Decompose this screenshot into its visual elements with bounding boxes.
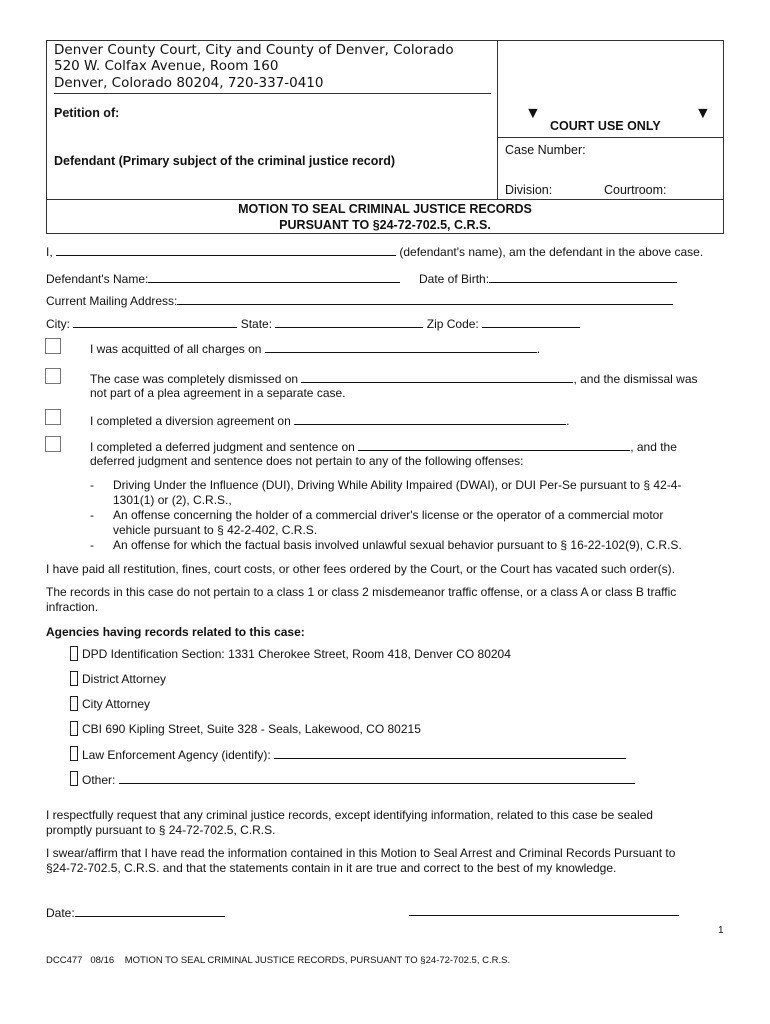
caption-box <box>46 40 724 200</box>
acquitted-checkbox[interactable] <box>45 338 61 354</box>
law-enforcement-checkbox[interactable] <box>70 746 78 761</box>
agency-other: Other: <box>82 772 635 787</box>
defendant-name-statement: I, (defendant's name), am the defendant in the above case. <box>46 245 704 259</box>
offense-commercial-line2: vehicle pursuant to § 42-2-402, C.R.S. <box>113 523 318 537</box>
request-statement: I respectfully request that any criminal justice records, except identifying information, related to this case be sealed <box>46 808 653 822</box>
acquitted-date-field[interactable] <box>265 341 537 353</box>
footer <box>46 955 510 966</box>
defendant-name-label: Defendant's Name: <box>46 272 149 286</box>
caption-divider <box>54 93 491 94</box>
records-statement: The records in this case do not pertain to a class 1 or class 2 misdemeanor traffic offense, or a class A or class B traffic <box>46 585 677 599</box>
down-triangle-icon: ▼ <box>695 105 711 122</box>
defendant-name-blank[interactable] <box>56 244 396 256</box>
offense-commercial: An offense concerning the holder of a commercial driver's license or the operator of a commercial motor <box>113 508 664 522</box>
city-label: City: <box>46 317 70 331</box>
deferred-date-field[interactable] <box>358 439 630 451</box>
diversion-date-field[interactable] <box>294 413 566 425</box>
deferred-option: I completed a deferred judgment and sentence on , and the <box>90 440 677 454</box>
form-title <box>46 199 724 234</box>
dismissed-option: The case was completely dismissed on , and the dismissal was <box>90 372 698 386</box>
defendant-name-row <box>46 271 400 286</box>
deferred-checkbox[interactable] <box>45 436 61 452</box>
form-revision: 08/16 <box>90 955 115 966</box>
form-title-line2: PURSUANT TO §24-72-702.5, C.R.S. <box>279 218 491 232</box>
zip-label: Zip Code: <box>426 317 479 331</box>
agency-law-enforcement: Law Enforcement Agency (identify): <box>82 747 626 762</box>
dob-field[interactable] <box>489 271 677 283</box>
agency-cbi: CBI 690 Kipling Street, Suite 328 - Seals, Lakewood, CO 80215 <box>82 722 421 736</box>
court-use-panel <box>497 41 724 199</box>
case-number-label: Case Number: <box>505 143 586 157</box>
deferred-option-line2: deferred judgment and sentence does not pertain to any of the following offenses: <box>90 454 524 468</box>
agency-district-attorney: District Attorney <box>82 672 167 686</box>
defendant-name-field[interactable] <box>148 271 400 283</box>
bullet-dash: - <box>90 508 94 522</box>
paid-statement: I have paid all restitution, fines, court costs, or other fees ordered by the Court, or the Court has vacated such order(s). <box>46 562 675 576</box>
down-triangle-icon: ▼ <box>525 105 541 122</box>
caption-left <box>47 41 497 199</box>
court-use-divider <box>498 137 724 138</box>
mailing-address-row <box>46 293 673 308</box>
city-state-zip-row <box>46 316 580 331</box>
dob-label: Date of Birth: <box>419 272 490 286</box>
dpd-checkbox[interactable] <box>70 646 78 661</box>
signature-line[interactable] <box>409 915 679 916</box>
dismissed-checkbox[interactable] <box>45 368 61 384</box>
offense-dui-line2: 1301(1) or (2), C.R.S., <box>113 493 232 507</box>
defendant-label: Defendant (Primary subject of the criminal justice record) <box>54 154 396 168</box>
diversion-checkbox[interactable] <box>45 409 61 425</box>
records-statement-line2: infraction. <box>46 600 99 614</box>
other-checkbox[interactable] <box>70 771 78 786</box>
court-city-phone: Denver, Colorado 80204, 720-337-0410 <box>54 75 324 91</box>
affirm-statement: I swear/affirm that I have read the information contained in this Motion to Seal Arrest and Criminal Records Pursuant to <box>46 846 676 860</box>
dismissed-date-field[interactable] <box>301 371 573 383</box>
bullet-dash: - <box>90 478 94 492</box>
form-title-line1: MOTION TO SEAL CRIMINAL JUSTICE RECORDS <box>238 202 532 216</box>
dismissed-option-line2: not part of a plea agreement in a separate case. <box>90 386 346 400</box>
agency-dpd: DPD Identification Section: 1331 Cherokee Street, Room 418, Denver CO 80204 <box>82 647 511 661</box>
mailing-address-field[interactable] <box>177 293 673 305</box>
offense-sexual: An offense for which the factual basis involved unlawful sexual behavior pursuant to § 16-22-102(9), C.R.S. <box>113 538 682 552</box>
cbi-checkbox[interactable] <box>70 721 78 736</box>
state-field[interactable] <box>275 316 423 328</box>
city-attorney-checkbox[interactable] <box>70 696 78 711</box>
form-id: DCC477 <box>46 955 83 966</box>
petition-label: Petition of: <box>54 106 120 120</box>
district-attorney-checkbox[interactable] <box>70 671 78 686</box>
city-field[interactable] <box>73 316 237 328</box>
agencies-heading: Agencies having records related to this case: <box>46 625 305 639</box>
footer-title: MOTION TO SEAL CRIMINAL JUSTICE RECORDS, PURSUANT TO §24-72-702.5, C.R.S. <box>124 955 511 966</box>
request-statement-line2: promptly pursuant to § 24-72-702.5, C.R.S. <box>46 823 276 837</box>
courtroom-label: Courtroom: <box>604 183 667 197</box>
court-use-only-label: COURT USE ONLY <box>550 119 661 133</box>
state-label: State: <box>240 317 273 331</box>
dob-row <box>419 271 677 286</box>
diversion-option: I completed a diversion agreement on . <box>90 414 570 428</box>
agency-city-attorney: City Attorney <box>82 697 151 711</box>
court-address: 520 W. Colfax Avenue, Room 160 <box>54 58 279 74</box>
date-label: Date: <box>46 906 75 920</box>
zip-field[interactable] <box>482 316 580 328</box>
page-number: 1 <box>718 925 724 936</box>
date-field[interactable] <box>75 905 225 917</box>
bullet-dash: - <box>90 538 94 552</box>
law-enforcement-field[interactable] <box>274 747 626 759</box>
date-row <box>46 905 225 920</box>
division-label: Division: <box>505 183 553 197</box>
acquitted-option: I was acquitted of all charges on . <box>90 342 541 356</box>
other-field[interactable] <box>119 772 635 784</box>
affirm-statement-line2: §24-72-702.5, C.R.S. and that the statements contain in it are true and correct to the best of my knowledge. <box>46 861 617 875</box>
court-name: Denver County Court, City and County of Denver, Colorado <box>54 42 454 58</box>
mailing-address-label: Current Mailing Address: <box>46 294 178 308</box>
offense-dui: Driving Under the Influence (DUI), Driving While Ability Impaired (DWAI), or DUI Per-Se pursuant to § 42-4- <box>113 478 682 492</box>
